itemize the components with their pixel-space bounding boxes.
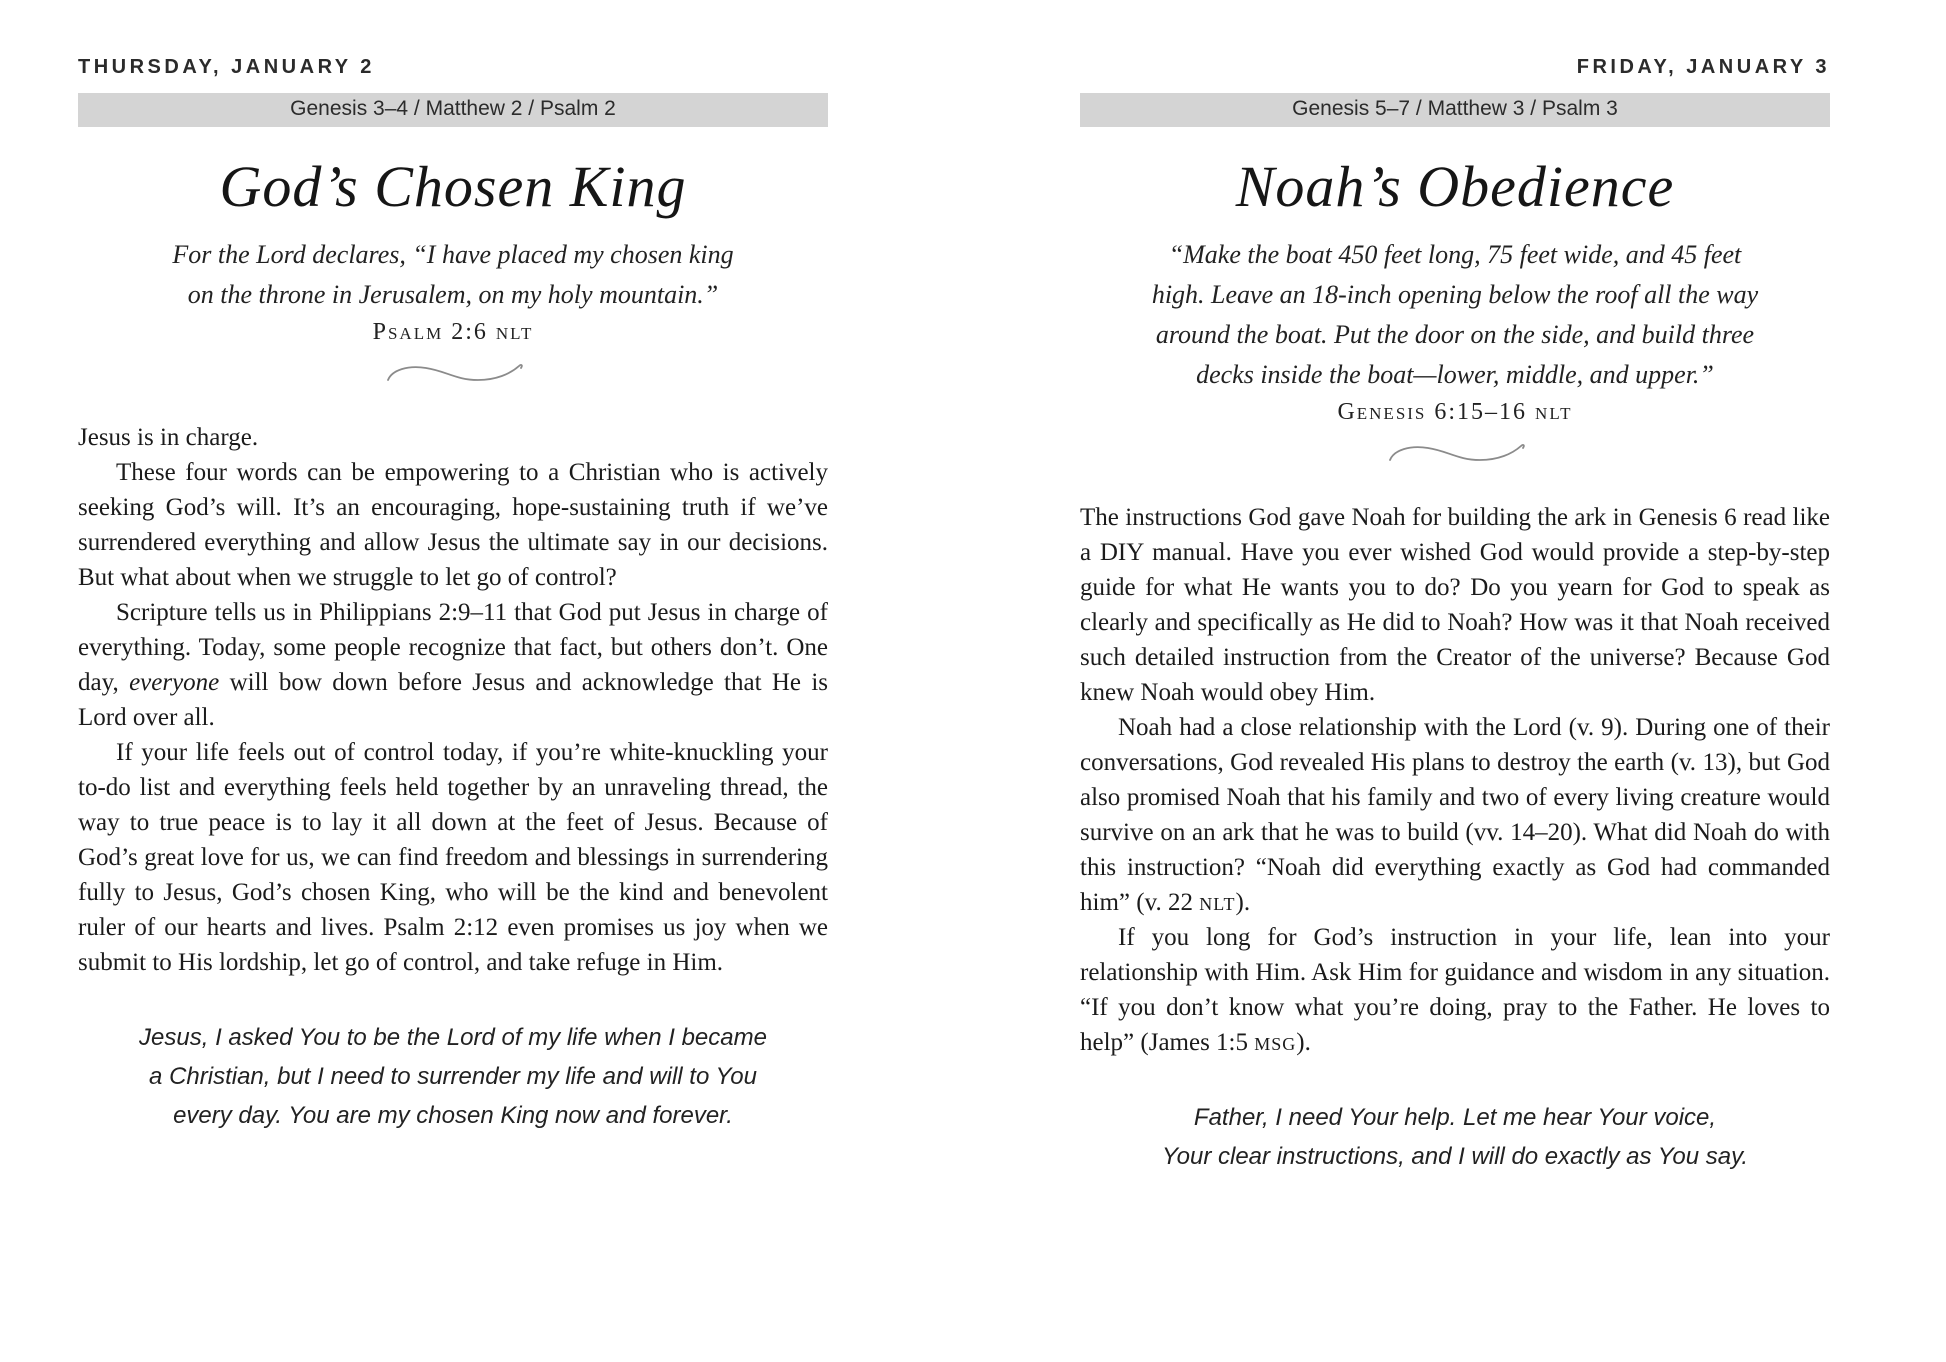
body-paragraph: The instructions God gave Noah for building the ark in Genesis 6 read like a DIY manual. Have you ever wished God would provide a step-by-step guide for what He wants you to do? Do you yearn for God to speak as clearly and specifically as He did to Noah? How was it that Noah received such detailed instruction from the Creator of the universe? Because God knew Noah would obey Him.	[1080, 504, 1830, 706]
swash-icon	[1380, 439, 1530, 469]
body-paragraph: Scripture tells us in Philippians 2:9–11 that God put Jesus in charge of everything. Today, some people recognize that fact, but others don’t. One day, everyone will bow down before Jesus and acknowledge that He is Lord over all.	[78, 599, 828, 731]
flourish-divider	[1080, 439, 1830, 473]
verse-line: high. Leave an 18-inch opening below the roof all the way	[1151, 280, 1759, 309]
closing-prayer	[78, 1018, 828, 1135]
verse-line: on the throne in Jerusalem, on my holy mountain.”	[187, 280, 719, 309]
verse-quote	[1080, 235, 1830, 395]
prayer-line: a Christian, but I need to surrender my life and will to You	[149, 1063, 757, 1090]
body-paragraph: These four words can be empowering to a Christian who is actively seeking God’s will. It’s an encouraging, hope-sustaining truth if we’ve surrendered everything and allow Jesus the ultimate say in our decisions. But what about when we struggle to let go of control?	[78, 459, 828, 591]
verse-line: decks inside the boat—lower, middle, and upper.”	[1196, 360, 1714, 389]
date-header: THURSDAY, JANUARY 2	[78, 56, 375, 78]
verse-quote	[78, 235, 828, 315]
flourish-divider	[78, 359, 828, 393]
reading-plan-label: Genesis 5–7 / Matthew 3 / Psalm 3	[1292, 97, 1618, 120]
date-header: FRIDAY, JANUARY 3	[1576, 56, 1830, 78]
reading-plan-bar	[1080, 93, 1830, 127]
prayer-line: Jesus, I asked You to be the Lord of my life when I became	[139, 1024, 767, 1051]
prayer-line: Father, I need Your help. Let me hear Your voice,	[1193, 1104, 1717, 1131]
devotion-body	[78, 420, 828, 980]
devotion-title: God’s Chosen King	[219, 154, 687, 219]
verse-line: around the boat. Put the door on the side, and build three	[1155, 320, 1755, 349]
right-page	[1080, 0, 1830, 1176]
devotion-body	[1080, 500, 1830, 1060]
verse-reference: Genesis 6:15–16 nlt	[1337, 399, 1573, 425]
prayer-line: Your clear instructions, and I will do exactly as You say.	[1161, 1143, 1749, 1170]
verse-line: For the Lord declares, “I have placed my chosen king	[172, 240, 734, 269]
devotion-title: Noah’s Obedience	[1235, 154, 1675, 219]
body-paragraph: If your life feels out of control today, if you’re white-knuckling your to-do list and everything feels held together by an unraveling thread, the way to true peace is to lay it all down at the feet of Jesus. Because of God’s great love for us, we can find freedom and blessings in surrendering fully to Jesus, God’s chosen King, who will be the kind and benevolent ruler of our hearts and lives. Psalm 2:12 even promises us joy when we submit to His lordship, let go of control, and take refuge in Him.	[78, 739, 828, 976]
swash-icon	[378, 359, 528, 389]
verse-line: “Make the boat 450 feet long, 75 feet wide, and 45 feet	[1168, 240, 1742, 269]
verse-reference: Psalm 2:6 nlt	[372, 319, 534, 345]
body-paragraph: If you long for God’s instruction in your life, lean into your relationship with Him. Ask Him for guidance and wisdom in any situation. “If you don’t know what you’re doing, pray to the Father. He loves to help” (James 1:5 msg).	[1080, 924, 1830, 1056]
prayer-line: every day. You are my chosen King now and forever.	[173, 1102, 733, 1129]
body-paragraph: Jesus is in charge.	[78, 424, 259, 451]
reading-plan-label: Genesis 3–4 / Matthew 2 / Psalm 2	[290, 97, 616, 120]
reading-plan-bar	[78, 93, 828, 127]
left-page	[78, 0, 828, 1135]
closing-prayer	[1080, 1098, 1830, 1176]
body-paragraph: Noah had a close relationship with the Lord (v. 9). During one of their conversations, God revealed His plans to destroy the earth (v. 13), but God also promised Noah that his family and two of every living creature would survive on an ark that he was to build (vv. 14–20). What did Noah do with this instruction? “Noah did everything exactly as God had commanded him” (v. 22 nlt).	[1080, 714, 1830, 916]
